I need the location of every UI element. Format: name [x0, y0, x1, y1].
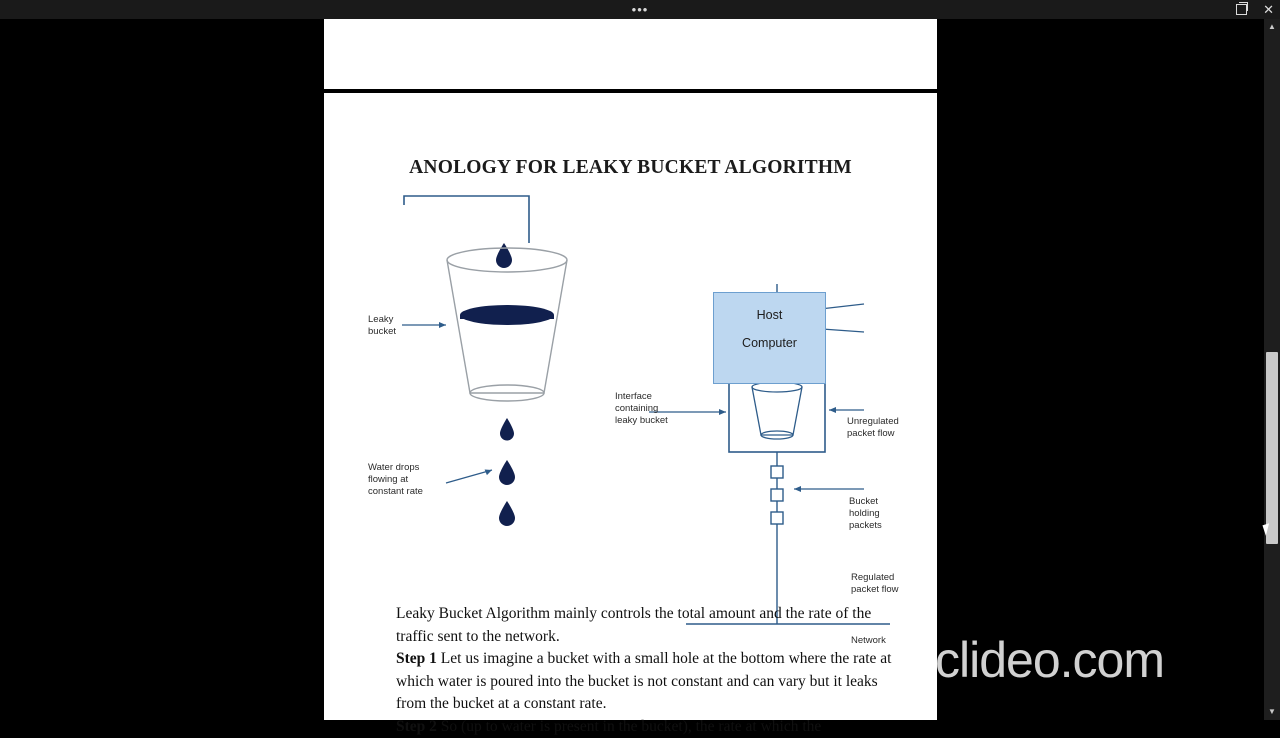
label-regulated-packet-flow: Regulated packet flow: [851, 572, 899, 596]
label-bucket-holding-packets: Bucket holding packets: [849, 496, 882, 532]
window-titlebar: [0, 0, 1280, 19]
figure-svg: [324, 188, 937, 583]
host-label-line1: Host: [714, 308, 825, 322]
scroll-up-arrow-icon[interactable]: ▲: [1264, 19, 1280, 35]
step-1-text: Let us imagine a bucket with a small hole at the bottom where the rate at which water is poured into the bucket is not constant and can vary but it leaks from the bucket at a constant rate.: [396, 650, 891, 712]
label-unregulated-packet-flow: Unregulated packet flow: [847, 416, 899, 440]
label-water-drops: Water drops flowing at constant rate: [368, 462, 423, 498]
scrollbar-thumb[interactable]: [1266, 352, 1278, 544]
body-step-2: [396, 716, 896, 738]
label-leaky-bucket: Leaky bucket: [368, 314, 396, 338]
body-step-1: [396, 648, 896, 716]
step-2-label: Step 2: [396, 718, 437, 735]
overflow-menu-icon[interactable]: •••: [632, 5, 649, 15]
slide-body-text: [396, 603, 896, 738]
page-title: ANOLOGY FOR LEAKY BUCKET ALGORITHM: [324, 157, 937, 179]
close-window-icon[interactable]: ✕: [1263, 3, 1274, 16]
step-2-text: So (up to water is present in the bucket), the rate at which the: [437, 718, 821, 735]
scroll-down-arrow-icon[interactable]: ▼: [1264, 704, 1280, 720]
label-interface-containing-leaky-bucket: Interface containing leaky bucket: [615, 391, 668, 427]
leaky-bucket-figure: [324, 188, 937, 583]
body-paragraph-1: Leaky Bucket Algorithm mainly controls the total amount and the rate of the traffic sent to the network.: [396, 603, 896, 648]
step-1-label: Step 1: [396, 650, 437, 667]
vertical-scrollbar[interactable]: [1264, 19, 1280, 720]
restore-window-icon[interactable]: [1236, 4, 1247, 15]
slide-page: [324, 93, 937, 720]
document-viewer[interactable]: [0, 19, 1280, 720]
window-controls: [1236, 0, 1274, 19]
host-computer-box: [713, 292, 826, 384]
clideo-watermark: clideo.com: [935, 631, 1164, 689]
label-network: Network: [851, 635, 886, 647]
host-label-line2: Computer: [714, 336, 825, 350]
previous-page-sliver: [324, 19, 937, 89]
